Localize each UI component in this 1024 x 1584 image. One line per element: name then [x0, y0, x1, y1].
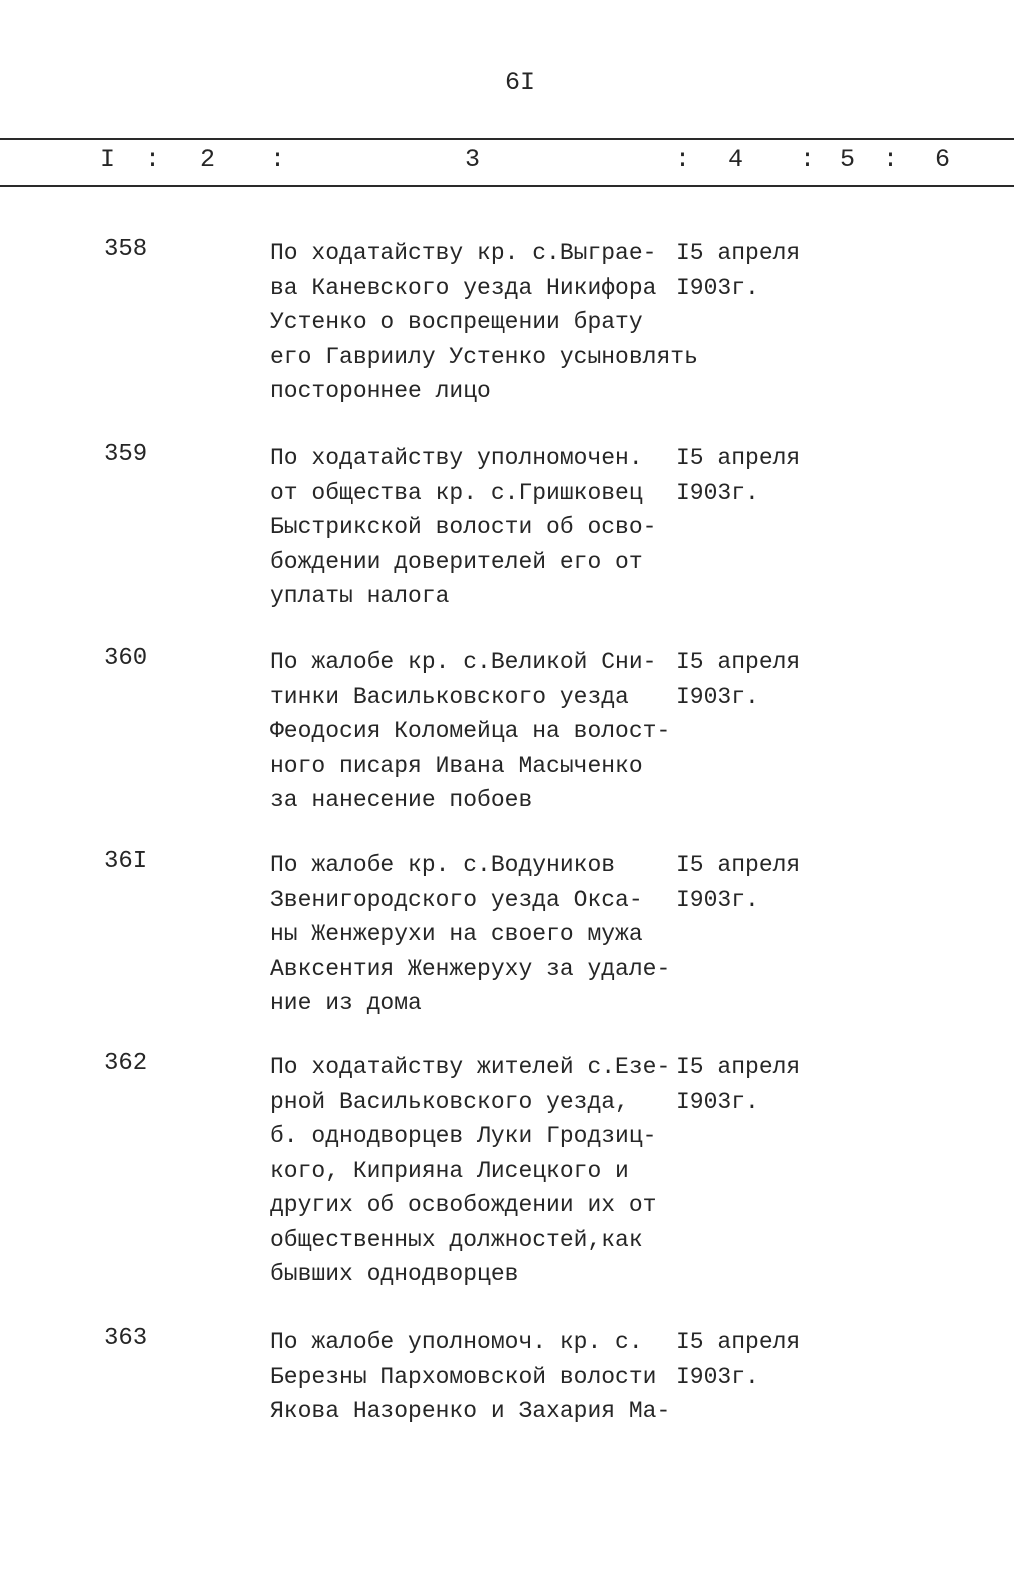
entry-description-line: других об освобождении их от [270, 1192, 657, 1218]
entry-description-line: Феодосия Коломейца на волост- [270, 718, 671, 744]
entry-number: 362 [104, 1050, 148, 1077]
entry-description-line: уплаты налога [270, 583, 450, 609]
entry-description-line: Быстрикской волости об осво- [270, 514, 657, 540]
entry-description-line: его Гавриилу Устенко усыновлять [270, 343, 698, 370]
entry-description-line: бывших однодворцев [270, 1261, 519, 1287]
entry-date-line: I5 апреля [676, 852, 801, 878]
column-separator: : [270, 145, 286, 174]
column-separator: : [883, 145, 899, 174]
entry-description-line: Устенко о воспрещении брату [270, 309, 643, 335]
entry-description [270, 645, 680, 818]
entry-number: 363 [104, 1325, 148, 1352]
entry-date-line: I903г. [676, 886, 759, 913]
entry-description-line: По жалобе кр. с.Великой Сни- [270, 649, 657, 675]
entry-number: 359 [104, 441, 148, 468]
entry-description-line: По жалобе уполномоч. кр. с. [270, 1329, 643, 1355]
entry-description-line: кого, Киприяна Лисецкого и [270, 1157, 629, 1184]
entry-date-line: I5 апреля [676, 445, 801, 471]
entry-description-line: Авксентия Женжеруху за удале- [270, 955, 671, 982]
header-top-rule [0, 138, 1014, 140]
entry-number: 358 [104, 236, 148, 263]
column-header-row [0, 145, 1014, 179]
column-header-1: I [100, 145, 116, 174]
entry-description-line: бождении доверителей его от [270, 548, 643, 575]
entry-description-line: б. однодворцев Луки Гродзиц- [270, 1123, 657, 1149]
entry-description-line: По жалобе кр. с.Водуников [270, 852, 616, 878]
header-bottom-rule [0, 185, 1014, 187]
entry-description-line: тинки Васильковского уезда [270, 683, 629, 710]
entry-date [676, 441, 800, 510]
entry-date [676, 645, 800, 714]
entry-description-line: от общества кр. с.Гришковец [270, 479, 643, 506]
entry-date [676, 1050, 800, 1119]
entry-description-line: Якова Назоренко и Захария Ма- [270, 1398, 671, 1424]
entry-description-line: По ходатайству уполномочен. [270, 445, 643, 471]
entry-description-line: Березны Пархомовской волости [270, 1363, 657, 1390]
entry-date-line: I5 апреля [676, 1054, 801, 1080]
entry-description [270, 848, 680, 1021]
entry-date-line: I903г. [676, 479, 759, 506]
column-header-3: 3 [465, 145, 481, 174]
entry-description-line: ние из дома [270, 990, 422, 1016]
entry-date-line: I903г. [676, 274, 759, 301]
entry-date-line: I903г. [676, 1363, 759, 1390]
column-header-6: 6 [935, 145, 951, 174]
column-header-2: 2 [200, 145, 216, 174]
entry-description-line: Звенигородского уезда Окса- [270, 886, 643, 913]
column-separator: : [675, 145, 691, 174]
entry-description-line: за нанесение побоев [270, 787, 533, 813]
column-header-5: 5 [840, 145, 856, 174]
column-header-4: 4 [728, 145, 744, 174]
page-number: 6I [504, 68, 535, 97]
entry-date-line: I5 апреля [676, 649, 801, 675]
entry-date [676, 848, 800, 917]
entry-description-line: По ходатайству кр. с.Выграе- [270, 240, 657, 266]
entry-description-line: ва Каневского уезда Никифора [270, 274, 657, 301]
entry-description [270, 236, 698, 409]
entry-description-line: рной Васильковского уезда, [270, 1088, 629, 1115]
entry-date [676, 1325, 800, 1394]
entry-description-line: ны Женжерухи на своего мужа [270, 921, 643, 947]
entry-date-line: I5 апреля [676, 1329, 801, 1355]
entry-date-line: I903г. [676, 683, 759, 710]
entry-number: 36I [104, 848, 148, 875]
entry-date-line: I903г. [676, 1088, 759, 1115]
entry-description [270, 1050, 680, 1292]
column-separator: : [145, 145, 161, 174]
entry-number: 360 [104, 645, 148, 672]
entry-date [676, 236, 800, 305]
entry-description [270, 1325, 680, 1429]
column-separator: : [800, 145, 816, 174]
entry-date-line: I5 апреля [676, 240, 801, 266]
entry-description-line: постороннее лицо [270, 378, 491, 404]
entry-description-line: ного писаря Ивана Масыченко [270, 752, 643, 779]
entry-description-line: общественных должностей,как [270, 1226, 643, 1253]
entry-description [270, 441, 680, 614]
entry-description-line: По ходатайству жителей с.Езе- [270, 1054, 671, 1080]
